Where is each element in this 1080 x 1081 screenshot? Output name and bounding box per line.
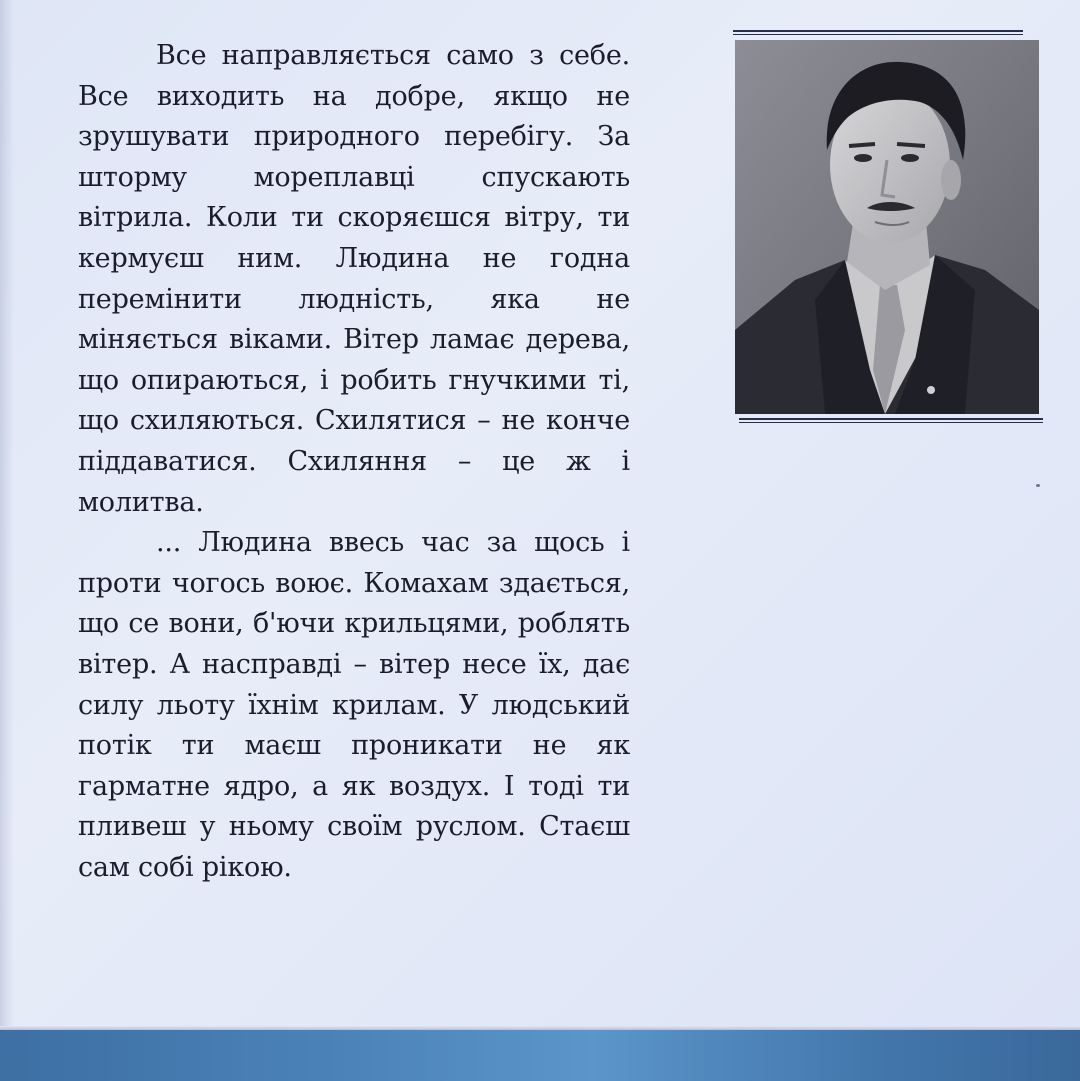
photo-frame xyxy=(733,30,1023,428)
portrait-illustration xyxy=(735,40,1039,414)
paragraph-1: Все направляється само з себе. Все виходить на добре, якщо не зрушувати природного перебігу. За штормy мореплавці спускають вітрила. Коли ти скоряєшся вітру, ти кермуєш ним. Людина не годна перемінити людність, яка не міняється віками. Вітер ламає дерева, що опираються, і робить гнучкими ті, що схиляються. Схилятися – не конче піддаватися. Схиляння – це ж і молитва. xyxy=(78,40,630,518)
text-block xyxy=(78,36,630,888)
page-binding-shadow xyxy=(0,0,14,1030)
paper-speck xyxy=(1036,484,1040,487)
photo-bottom-rule xyxy=(739,418,1043,423)
book-cover-band xyxy=(0,1030,1080,1081)
photo-top-rule xyxy=(733,30,1023,35)
paragraph-2: ... Людина ввесь час за щось і проти чогось воює. Комахам здається, що се вони, б'ючи крильцями, роблять вітер. А насправді – вітер несе їх, дає силу льоту їхнім крилам. У людський потік ти маєш проникати не як гарматне ядро, а як воздух. І тоді ти пливеш у ньому своїм руслом. Стаєш сам собі рікою. xyxy=(78,527,630,883)
portrait-photo-icon xyxy=(735,40,1039,414)
